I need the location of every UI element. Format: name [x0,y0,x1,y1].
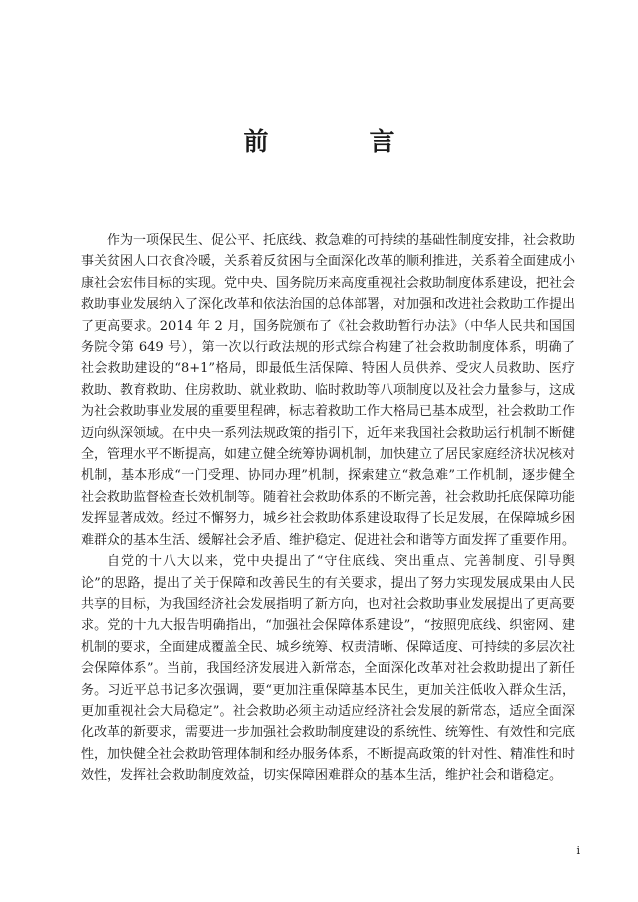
paragraph-1: 作为一项保民生、促公平、托底线、救急难的可持续的基础性制度安排，社会救助事关贫困人口衣食冷暖，关系着反贫困与全面深化改革的顺利推进，关系着全面建成小康社会宏伟目标的实现。党中央、国务院历来高度重视社会救助制度体系建设，把社会救助事业发展纳入了深化改革和依法治国的总体部署，对加强和改进社会救助工作提出了更高要求。2014 年 2 月，国务院颁布了《社会救助暂行办法》（中华人民共和国国务院令第 649 号），第一次以行政法规的形式综合构建了社会救助制度体系，明确了社会救助建设的“8+1”格局，即最低生活保障、特困人员供养、受灾人员救助、医疗救助、教育救助、住房救助、就业救助、临时救助等八项制度以及社会力量参与，这成为社会救助事业发展的重要里程碑，标志着救助工作大格局已基本成型，社会救助工作迈向纵深领域。在中央一系列法规政策的指引下，近年来我国社会救助运行机制不断健全，管理水平不断提高，如建立健全统筹协调机制，加快建立了居民家庭经济状况核对机制，基本形成“一门受理、协同办理”机制，探索建立“救急难”工作机制，逐步健全社会救助监督检查长效机制等。随着社会救助体系的不断完善，社会救助托底保障功能发挥显著成效。经过不懈努力，城乡社会救助体系建设取得了长足发展，在保障城乡困难群众的基本生活、缓解社会矛盾、维护稳定、促进社会和谐等方面发挥了重要作用。 [81,233,576,548]
paragraph-2: 自党的十八大以来，党中央提出了“守住底线、突出重点、完善制度、引导舆论”的思路，提出了关于保障和改善民生的有关要求，提出了努力实现发展成果由人民共享的目标，为我国经济社会发展指明了新方向，也对社会救助事业发展提出了更高要求。党的十九大报告明确指出，“加强社会保障体系建设”，“按照兜底线、织密网、建机制的要求，全面建成覆盖全民、城乡统筹、权责清晰、保障适度、可持续的多层次社会保障体系”。当前，我国经济发展进入新常态，全面深化改革对社会救助提出了新任务。习近平总书记多次强调，要“更加注重保障基本民生，更加关注低收入群众生活，更加重视社会大局稳定”。社会救助必须主动适应经济社会发展的新常态，适应全面深化改革的新要求，需要进一步加强社会救助制度建设的系统性、统筹性、有效性和完底性，加快健全社会救助管理体制和经办服务体系，不断提高政策的针对性、精准性和时效性，发挥社会救助制度效益，切实保障困难群众的基本生活，维护社会和谐稳定。 [81,554,576,784]
page-number: i [576,844,580,857]
body-text [81,230,575,787]
page-title: 前 言 [243,127,433,156]
